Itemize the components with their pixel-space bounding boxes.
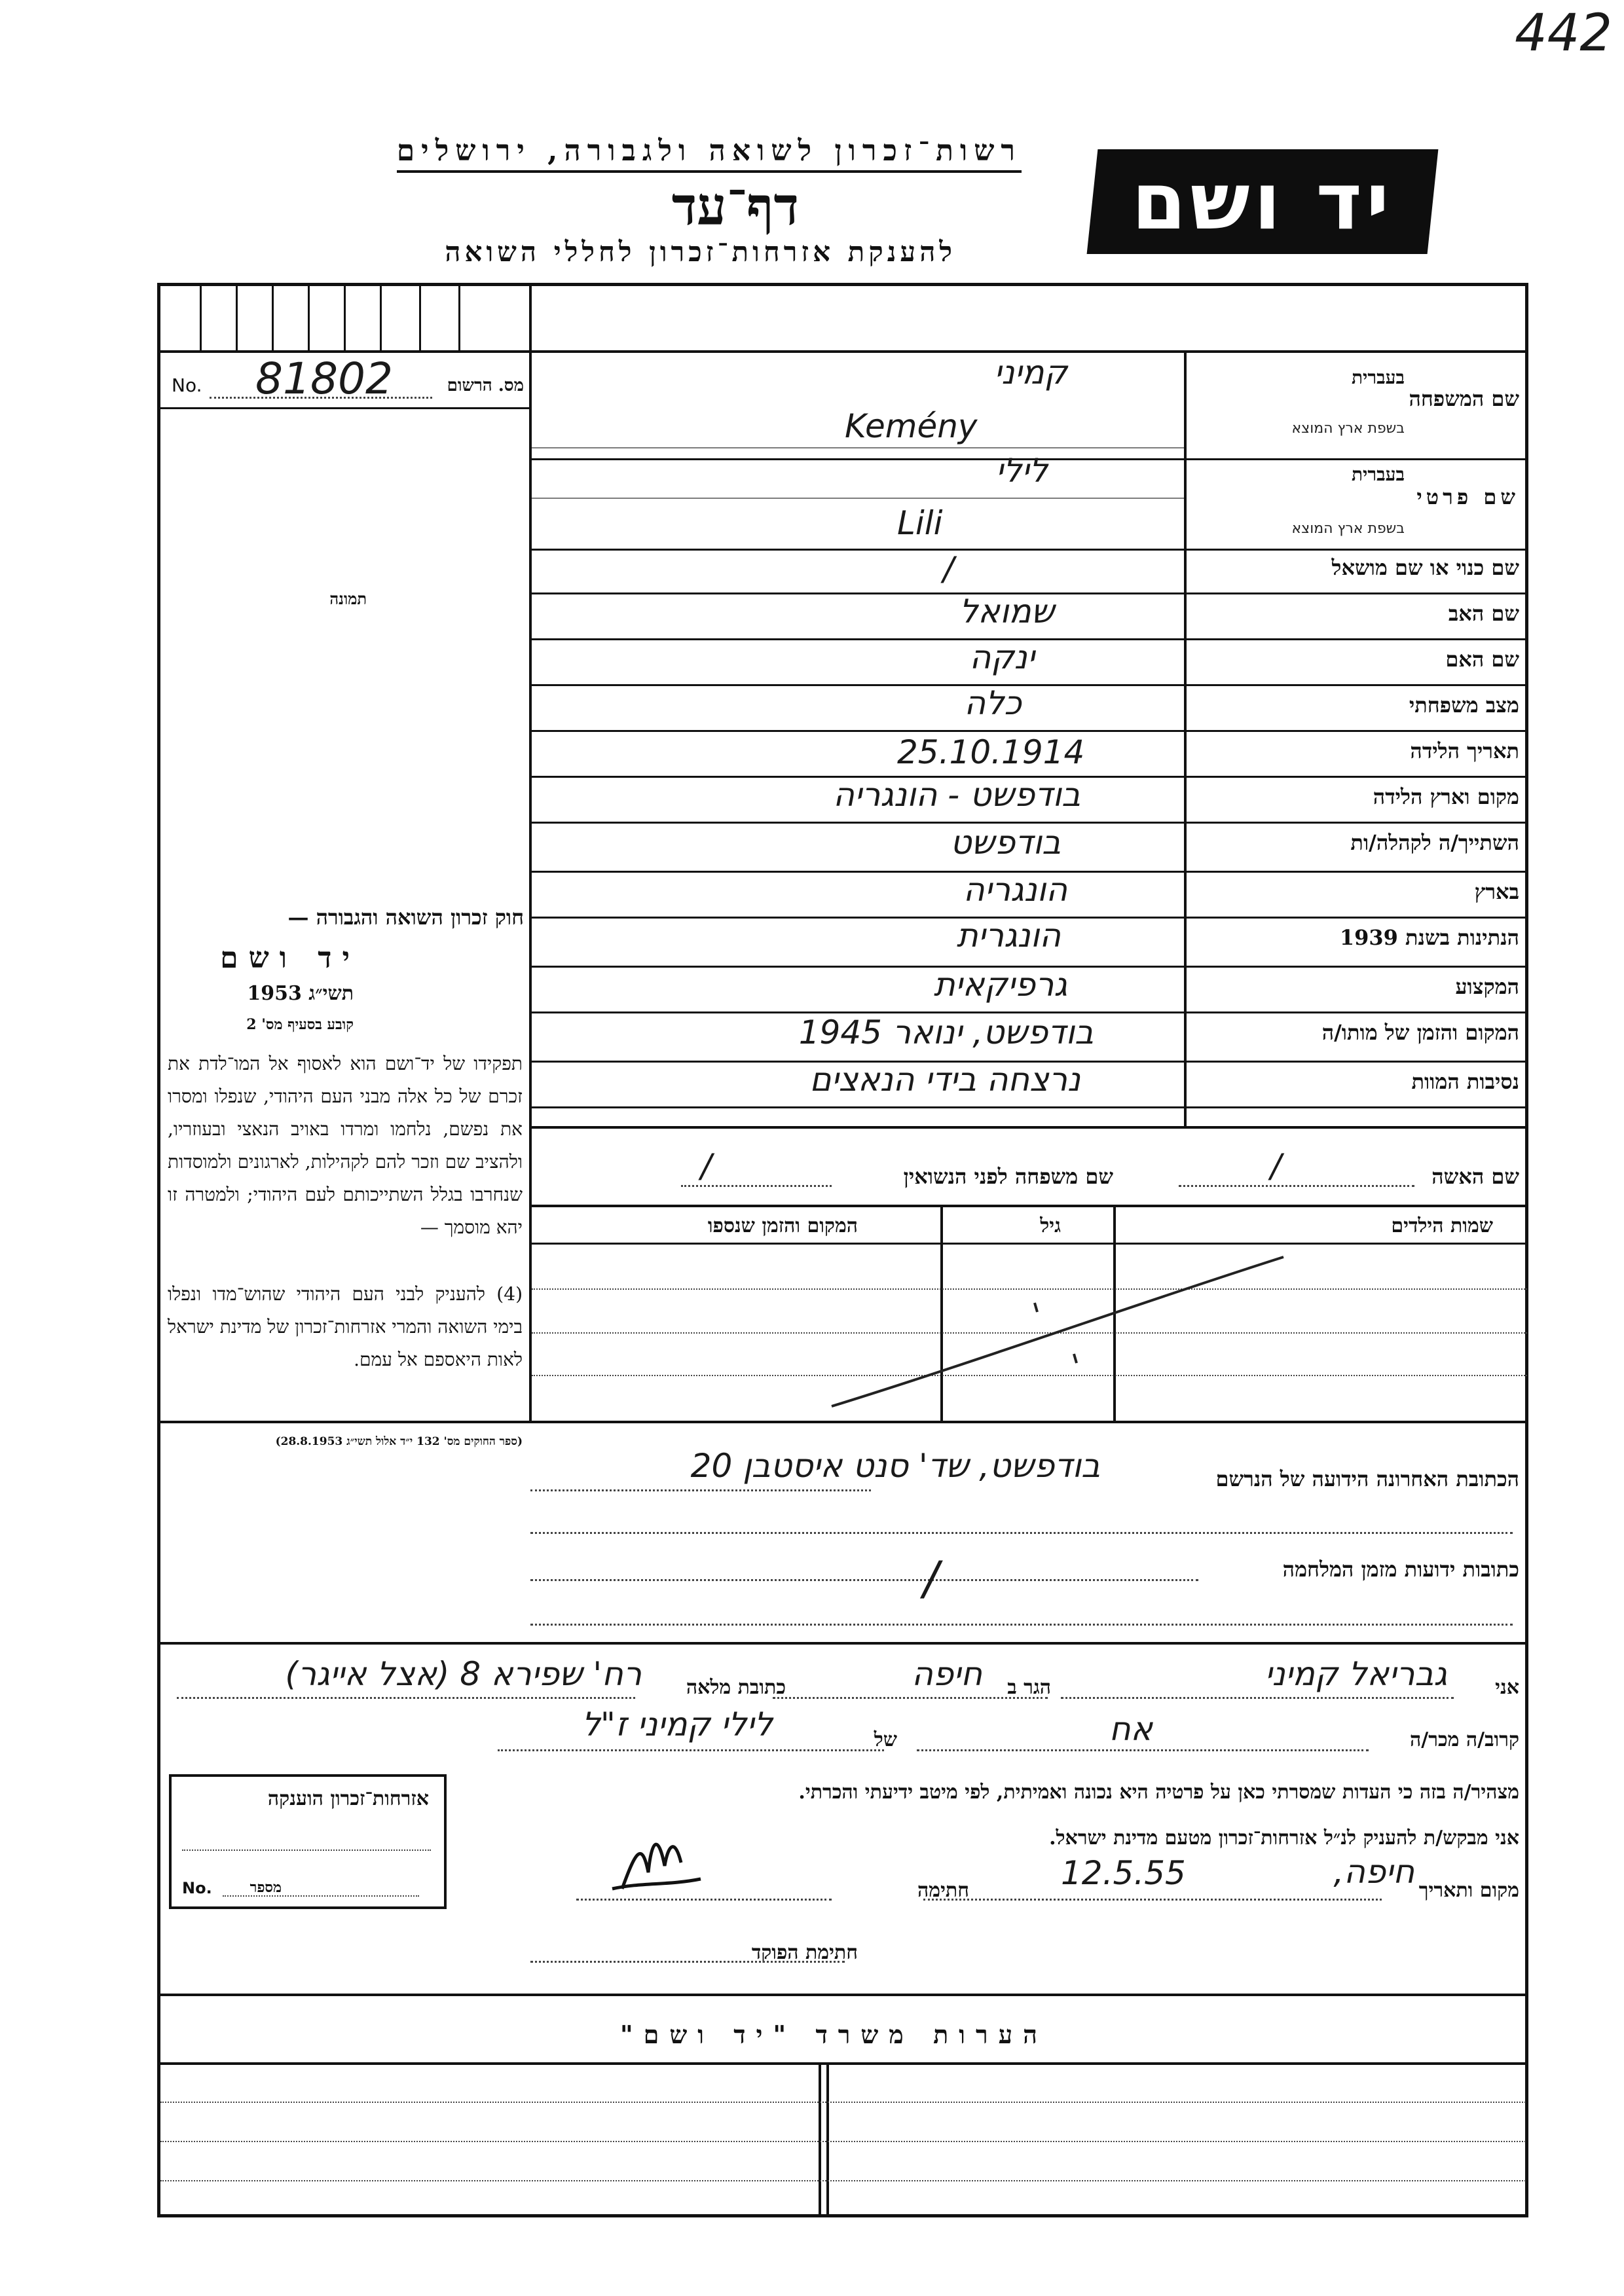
authority-title: רשות־זכרון לשואה ולגבורה, ירושלים	[397, 134, 1022, 173]
value-maiden-name: /	[701, 1147, 712, 1185]
label-i: אני	[1495, 1676, 1519, 1699]
label-death-circumstances: נסיבות המוות	[1411, 1069, 1519, 1094]
value-date: 12.5.55	[1061, 1854, 1186, 1892]
law-paragraph-2: (4) להעניק לבני העם היהודי שהוש־מדו ונפלו בימי השואה והמרי אזרחות־זכרון של מדינת ישראל לאות היאספם אל עמם.	[168, 1283, 523, 1370]
label-citizenship: הנתינות בשנת 1939	[1339, 925, 1519, 950]
label-resident: הגר ב	[1007, 1676, 1051, 1699]
law-clause: קובע בסעיף מס' 2	[246, 1016, 354, 1033]
declarant-signature	[602, 1827, 707, 1899]
label-relation: קרוב/ה מכר/ה	[1410, 1728, 1519, 1751]
law-paragraph-1: תפקידו של יד־ושם הוא לאסוף אל המו־לדת את זכרם של כל אלה מבני העם היהודי, שנפלו ומסרו את נפשם, נלחמו ומרדו באויב הנאצי ובעוזריו, ולהציב שם וזכר להם לקהילות, לארגונים ולמוסדות שנחרבו בגלל השתייכותם לעם היהודי; ולמטרה זו יהא מוסמך —	[168, 1053, 523, 1238]
value-community: בודפשט	[950, 824, 1061, 862]
label-father: שם האב	[1448, 601, 1519, 626]
value-first-name-origin: Lili	[897, 504, 943, 542]
label-last-address: הכתובת האחרונה הידועה של הנרשם	[1215, 1467, 1519, 1491]
value-wife: /	[1270, 1147, 1282, 1185]
citizenship-number-label-en: No.	[182, 1879, 212, 1897]
citizenship-number-label-he: מספר	[249, 1879, 282, 1896]
declaration-statement-2: אני מבקש/ת להעניק לנ״ל אזרחות־זכרון מטעם מדינת ישראל.	[1049, 1827, 1519, 1850]
label-place-time-perished: המקום והזמן שנספו	[707, 1214, 858, 1237]
label-marital: מצב משפחתי	[1409, 693, 1519, 718]
label-wartime-addresses: כתובות ידועות מזמן המלחמה	[1282, 1557, 1519, 1582]
law-year: תשי״ג 1953	[247, 982, 354, 1005]
value-family-name-he: קמיני	[994, 354, 1067, 392]
label-signature: חתימה	[917, 1879, 969, 1902]
label-maiden-name: שם משפחה לפני הנשואין	[903, 1164, 1113, 1189]
value-wartime-addresses: /	[923, 1552, 939, 1605]
value-death-circumstances: נרצחה בידי הנאצים	[809, 1061, 1080, 1099]
corner-page-number: 442	[1515, 4, 1612, 63]
label-country: בארץ	[1474, 879, 1519, 904]
yad-vashem-logo	[1087, 149, 1439, 254]
registry-number: 81802	[255, 354, 393, 404]
label-death-place-time: המקום והזמן של מותו/ה	[1321, 1020, 1519, 1045]
label-full-address: כתובת מלאה	[686, 1676, 786, 1699]
value-father: שמואל	[959, 592, 1054, 630]
registry-label-en: No.	[172, 374, 202, 396]
citizenship-granted-title: אזרחות־זכרון הוענקה	[267, 1787, 429, 1810]
declaration-statement-1: מצהיר/ה בזה כי העדות שמסרתי כאן על פרטיה היא נכונה ואמיתית, לפי מיטב ידיעתי והכרתי.	[798, 1781, 1519, 1804]
yad-vashem-logo-text: יד ושם	[1132, 156, 1393, 247]
value-of: לילי קמיני ז"ל	[581, 1705, 773, 1743]
value-marital: כלה	[964, 684, 1022, 722]
value-birth-place: בודפשט - הונגריה	[833, 776, 1080, 814]
value-country: הונגריה	[963, 871, 1067, 909]
form-subtitle: להענקת אזרחות־זכרון לחללי השואה	[445, 236, 956, 268]
label-wife: שם האשה	[1431, 1164, 1519, 1189]
value-declarant-name: גבריאל קמיני	[1264, 1655, 1447, 1693]
label-birth-place: מקום וארץ הלידה	[1373, 784, 1519, 809]
photo-label: תמונה	[329, 589, 367, 608]
label-children-names: שמות הילדים	[1391, 1214, 1493, 1237]
value-birth-date: 25.10.1914	[897, 733, 1085, 771]
label-of: של	[874, 1728, 897, 1751]
label-mother: שם האם	[1445, 647, 1519, 672]
label-family-in-hebrew: בעברית	[1351, 367, 1405, 388]
value-full-address: רח' שפירא 8 (אצל אייגר)	[285, 1655, 642, 1693]
label-age: גיל	[1040, 1214, 1061, 1237]
label-family-origin-lang: בשפת ארץ המוצא	[1291, 420, 1405, 437]
label-birth-date: תאריך הלידה	[1410, 738, 1519, 763]
value-first-name-he: לילי	[995, 452, 1048, 490]
registry-label-he: מס. הרשום	[447, 376, 524, 395]
form-title: דף־עד	[671, 175, 799, 237]
law-name: יד ושם	[220, 941, 360, 975]
value-place: חיפה,	[1333, 1853, 1414, 1891]
law-title: חוק זכרון השואה והגבורה —	[287, 905, 524, 930]
value-nickname: /	[943, 550, 954, 588]
law-footnote: (ספר החוקים מס' 132 י״ד אלול תשי״ג 28.8.1953)	[275, 1435, 523, 1448]
value-profession: גרפיקאית	[933, 966, 1067, 1004]
value-resident-city: חיפה	[912, 1655, 982, 1693]
label-place-date: מקום ותאריך	[1418, 1879, 1519, 1902]
label-first-in-hebrew: בעברית	[1351, 464, 1405, 485]
children-strike-line	[812, 1244, 1310, 1414]
value-last-address: בודפשט, שד' סנט איסטבן 20	[690, 1447, 1100, 1485]
label-first-name: שם פרטי	[1416, 484, 1519, 509]
label-family-name: שם המשפחה	[1409, 386, 1519, 411]
label-official-signature: חתימת הפוקד	[751, 1941, 858, 1964]
label-community: השתייך/ה לקהלה/ות	[1350, 830, 1519, 855]
value-relation: אח	[1109, 1710, 1153, 1748]
value-family-name-origin: Kemény	[845, 407, 978, 445]
label-nickname: שם כנוי או שם מושאל	[1331, 555, 1519, 580]
value-death-place-time: בודפשט, ינואר 1945	[798, 1013, 1094, 1051]
value-citizenship: הונגרית	[956, 917, 1061, 955]
label-first-origin-lang: בשפת ארץ המוצא	[1291, 520, 1405, 537]
label-profession: המקצוע	[1455, 974, 1519, 999]
value-mother: ינקה	[969, 638, 1035, 676]
notes-title: הערות משרד "יד ושם"	[619, 2020, 1048, 2049]
